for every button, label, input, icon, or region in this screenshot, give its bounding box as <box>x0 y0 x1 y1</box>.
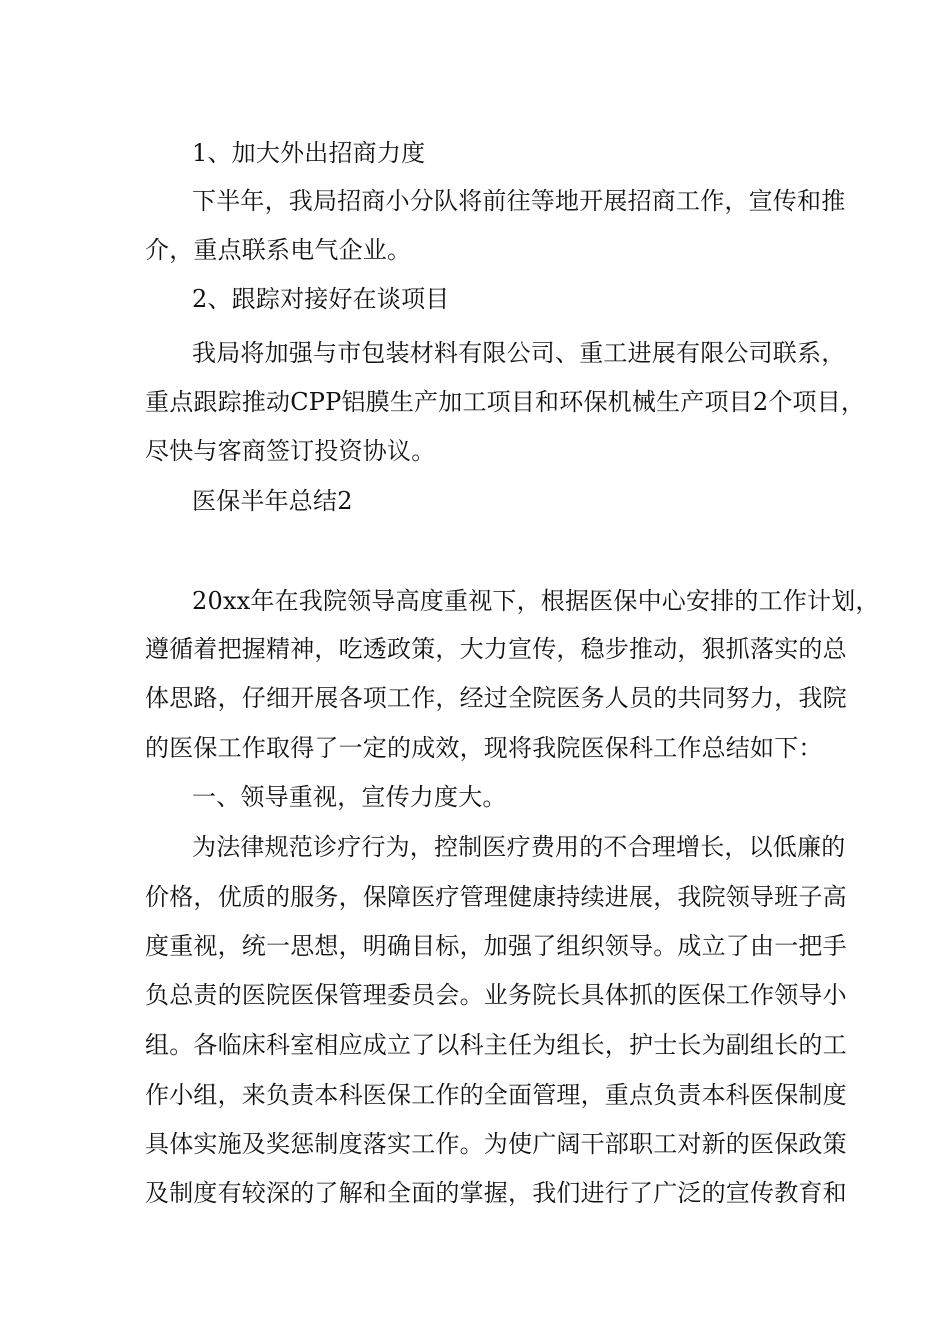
heading-1: 1、加大外出招商力度 <box>192 139 426 167</box>
paragraph-line: 具体实施及奖惩制度落实工作。为使广阔干部职工对新的医保政策 <box>145 1130 847 1158</box>
paragraph-line: 负总责的医院医保管理委员会。业务院长具体抓的医保工作领导小 <box>145 981 847 1009</box>
paragraph-line: 重点跟踪推动CPP铝膜生产加工项目和环保机械生产项目2个项目， <box>145 388 866 416</box>
heading-3: 一、领导重视，宣传力度大。 <box>192 783 507 811</box>
section-title: 医保半年总结2 <box>192 487 353 515</box>
paragraph-line: 尽快与客商签订投资协议。 <box>145 437 436 465</box>
paragraph-line: 我局将加强与市包装材料有限公司、重工进展有限公司联系， <box>192 339 846 367</box>
paragraph-line: 组。各临床科室相应成立了以科主任为组长，护士长为副组长的工 <box>145 1031 847 1059</box>
heading-2: 2、跟踪对接好在谈项目 <box>192 285 450 313</box>
paragraph-line: 作小组，来负责本科医保工作的全面管理，重点负责本科医保制度 <box>145 1081 847 1109</box>
paragraph-line: 价格，优质的服务，保障医疗管理健康持续进展，我院领导班子高 <box>145 883 847 911</box>
paragraph-line: 及制度有较深的了解和全面的掌握，我们进行了广泛的宣传教育和 <box>145 1179 847 1207</box>
paragraph-line: 体思路，仔细开展各项工作，经过全院医务人员的共同努力，我院 <box>145 684 847 712</box>
paragraph-line: 为法律规范诊疗行为，控制医疗费用的不合理增长，以低廉的 <box>192 833 846 861</box>
paragraph-line: 度重视，统一思想，明确目标，加强了组织领导。成立了由一把手 <box>145 932 847 960</box>
paragraph-line: 的医保工作取得了一定的成效，现将我院医保科工作总结如下： <box>145 734 823 762</box>
paragraph-line: 介，重点联系电气企业。 <box>145 236 412 264</box>
paragraph-line: 遵循着把握精神，吃透政策，大力宣传，稳步推动，狠抓落实的总 <box>145 635 847 663</box>
paragraph-line: 20xx年在我院领导高度重视下，根据医保中心安排的工作计划， <box>192 587 880 615</box>
paragraph-line: 下半年，我局招商小分队将前往等地开展招商工作，宣传和推 <box>192 187 846 215</box>
